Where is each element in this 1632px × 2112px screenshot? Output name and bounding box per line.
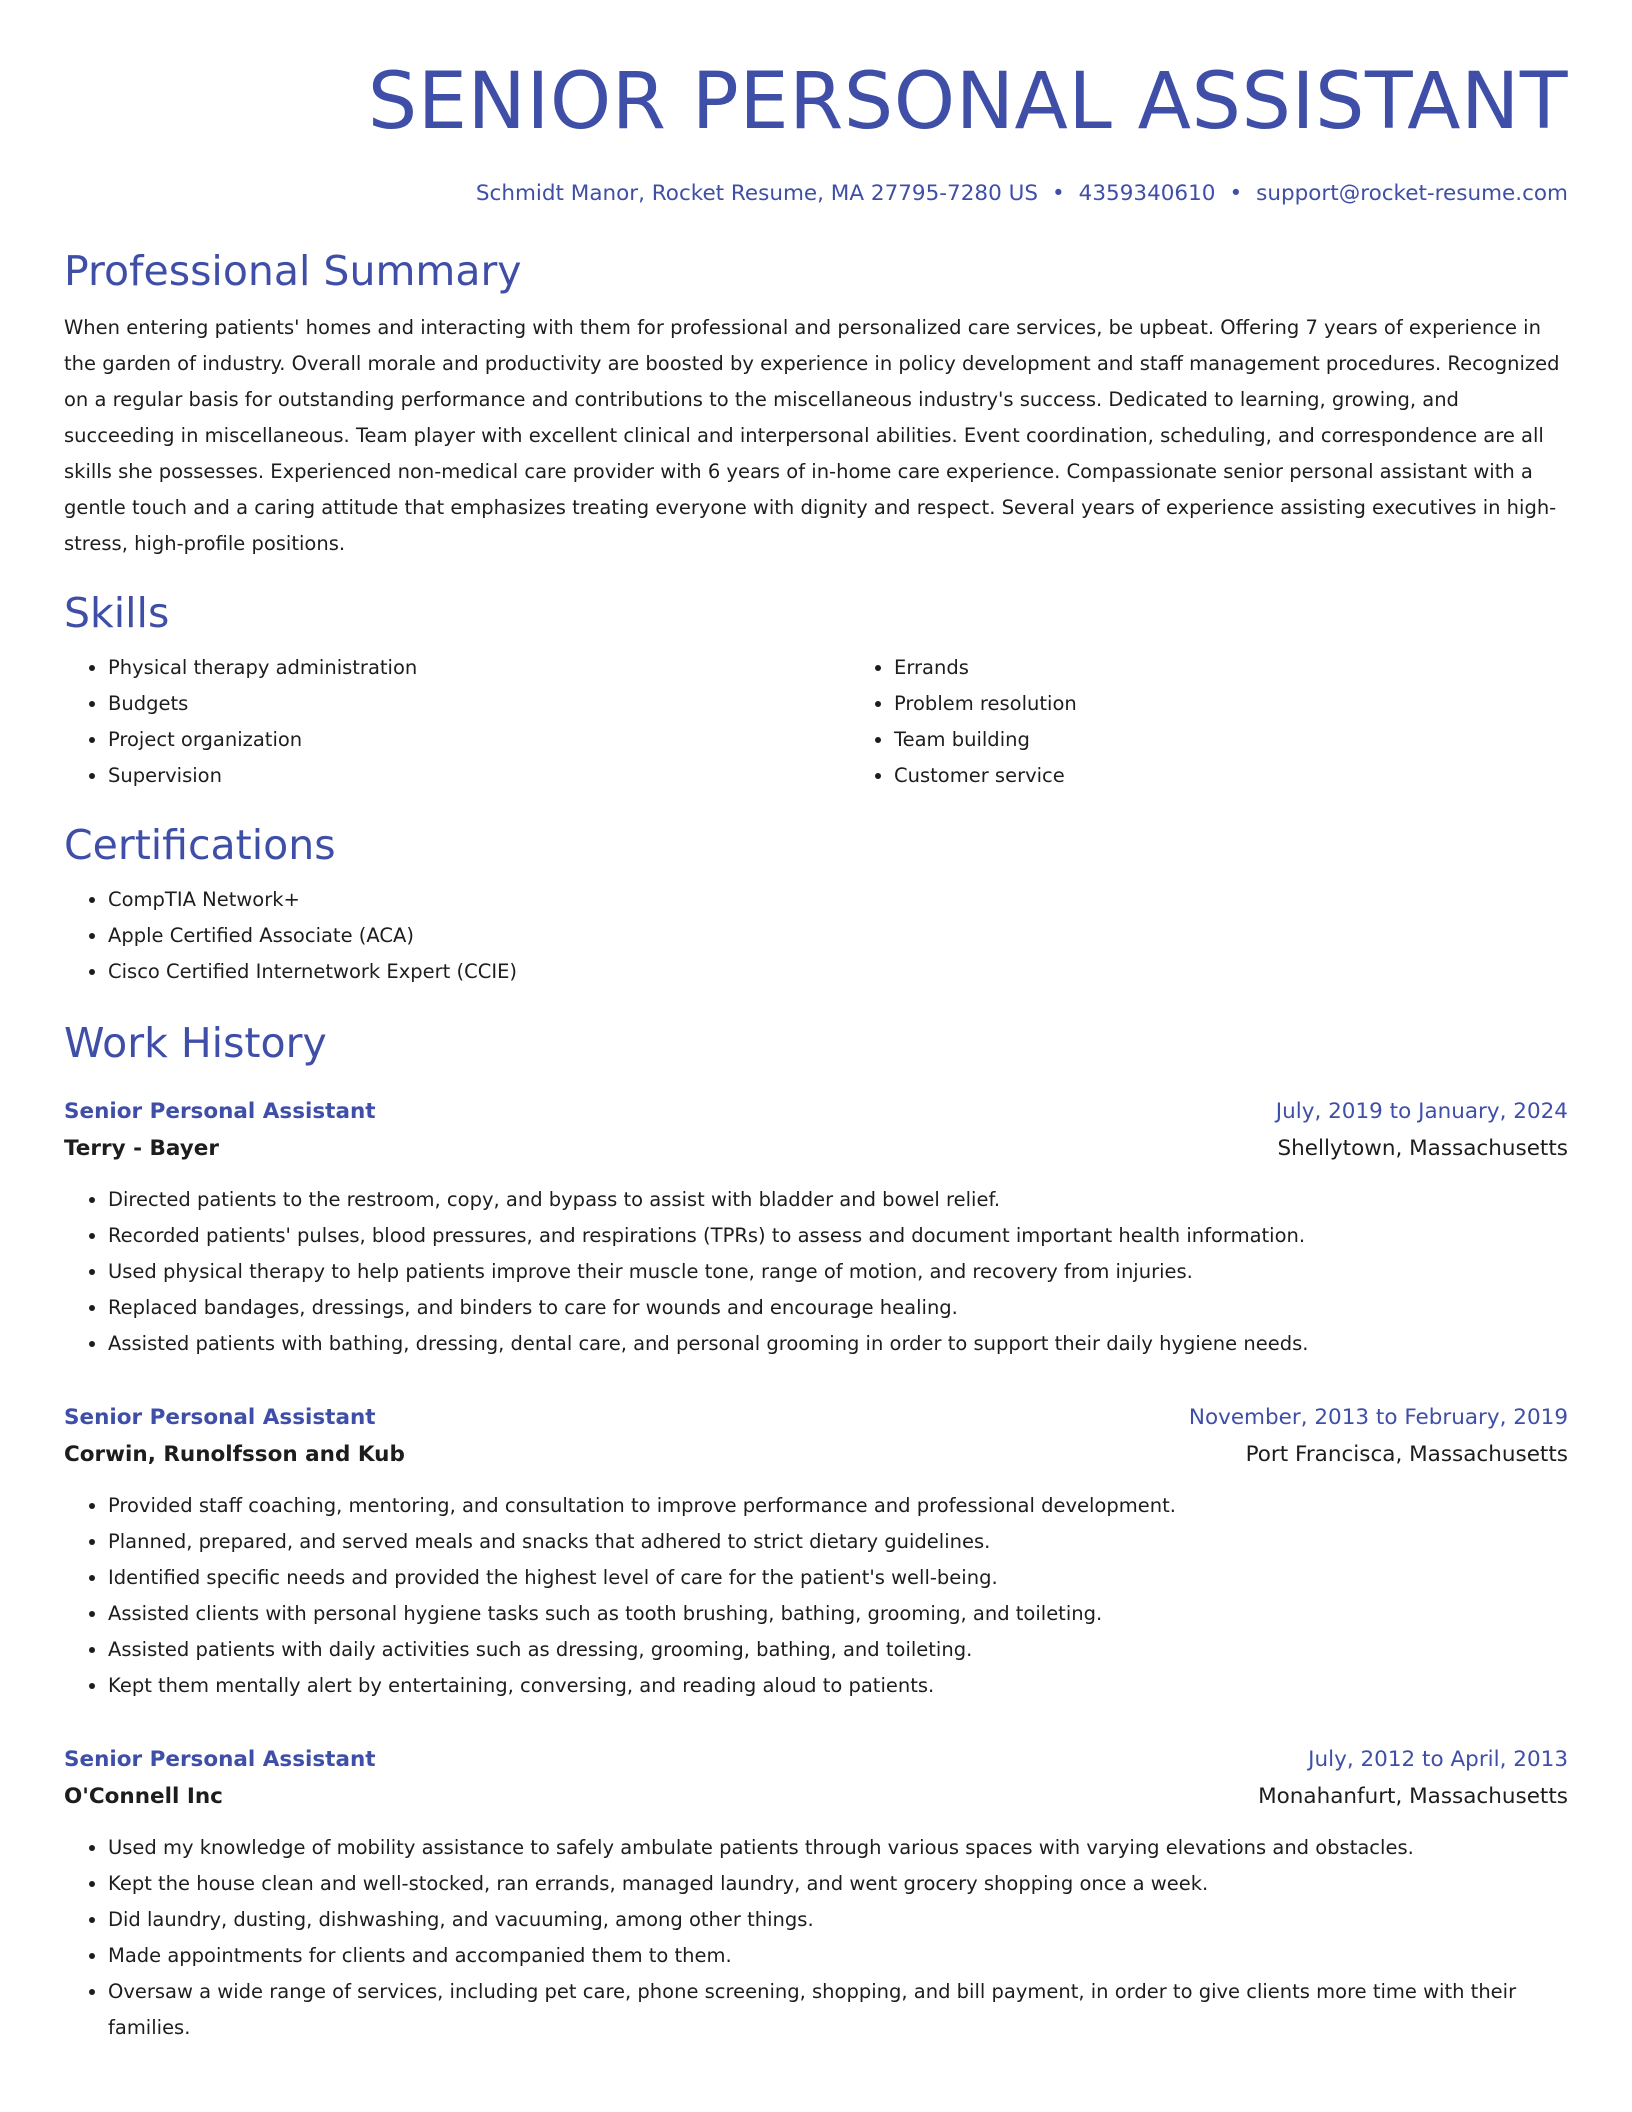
contact-separator: • bbox=[1051, 181, 1065, 206]
summary-heading: Professional Summary bbox=[64, 247, 522, 295]
contact-separator: • bbox=[1229, 181, 1243, 206]
job-dates: July, 2019 to January, 2024 bbox=[1275, 1099, 1568, 1124]
job-bullets bbox=[64, 1488, 1568, 1704]
work-history-heading: Work History bbox=[64, 1019, 327, 1067]
job-dates: November, 2013 to February, 2019 bbox=[1188, 1405, 1568, 1430]
job-bullet: • Recorded patients' pulses, blood pressures, and respirations (TPRs) to assess and document important health information. bbox=[108, 1218, 1568, 1254]
job-dates: July, 2012 to April, 2013 bbox=[1308, 1747, 1568, 1772]
contact-phone: 4359340610 bbox=[1078, 181, 1216, 206]
job-company: Corwin, Runolfsson and Kub bbox=[64, 1442, 405, 1467]
job-bullet: • Kept the house clean and well-stocked, ran errands, managed laundry, and went grocery shopping once a week. bbox=[108, 1866, 1568, 1902]
job-location: Shellytown, Massachusetts bbox=[1277, 1136, 1568, 1161]
certification-item: • Apple Certified Associate (ACA) bbox=[108, 918, 1568, 954]
job-bullet: • Assisted patients with daily activities such as dressing, grooming, bathing, and toileting. bbox=[108, 1632, 1568, 1668]
certifications-heading: Certifications bbox=[64, 821, 336, 869]
job-header-row bbox=[64, 1094, 1568, 1130]
skills-list bbox=[64, 650, 1568, 794]
certification-item: • CompTIA Network+ bbox=[108, 882, 1568, 918]
skill-item: • Customer service bbox=[894, 758, 1632, 794]
job-bullets bbox=[64, 1830, 1568, 2046]
job-title: Senior Personal Assistant bbox=[64, 1747, 376, 1772]
certification-item: • Cisco Certified Internetwork Expert (CCIE) bbox=[108, 954, 1568, 990]
job-bullet: • Provided staff coaching, mentoring, and consultation to improve performance and professional development. bbox=[108, 1488, 1568, 1524]
skill-item: • Supervision bbox=[108, 758, 850, 794]
contact-email[interactable]: support@rocket-resume.com bbox=[1256, 181, 1568, 206]
skills-heading: Skills bbox=[64, 589, 170, 637]
job-title: Senior Personal Assistant bbox=[64, 1405, 376, 1430]
contact-line bbox=[64, 178, 1568, 210]
job-bullet: • Identified specific needs and provided the highest level of care for the patient's well-being. bbox=[108, 1560, 1568, 1596]
contact-address: Schmidt Manor, Rocket Resume, MA 27795-7280 US bbox=[475, 181, 1038, 206]
skill-item: • Errands bbox=[894, 650, 1632, 686]
job-company-row bbox=[64, 1778, 1568, 1816]
job-company-row bbox=[64, 1130, 1568, 1168]
job-bullet: • Oversaw a wide range of services, including pet care, phone screening, shopping, and bill payment, in order to give clients more time with their families. bbox=[108, 1974, 1568, 2046]
job-header-row bbox=[64, 1742, 1568, 1778]
job-company-row bbox=[64, 1436, 1568, 1474]
summary-text: When entering patients' homes and interacting with them for professional and personalized care services, be upbeat. Offering 7 years of experience in the garden of industry. Overall morale and productivity are boosted by experience in policy development and staff management procedures. Recognized on a regular basis for outstanding performance and contributions to the miscellaneous industry's success. Dedicated to learning, growing, and succeeding in miscellaneous. Team player with excellent clinical and interpersonal abilities. Event coordination, scheduling, and correspondence are all skills she possesses. Experienced non-medical care provider with 6 years of in-home care experience. Compassionate senior personal assistant with a gentle touch and a caring attitude that emphasizes treating everyone with dignity and respect. Several years of experience assisting executives in high-stress, high-profile positions. bbox=[64, 316, 1560, 555]
job-bullet: • Used my knowledge of mobility assistance to safely ambulate patients through various spaces with varying elevations and obstacles. bbox=[108, 1830, 1568, 1866]
job-bullet: • Directed patients to the restroom, copy, and bypass to assist with bladder and bowel relief. bbox=[108, 1182, 1568, 1218]
skill-item: • Problem resolution bbox=[894, 686, 1632, 722]
job-header-row bbox=[64, 1400, 1568, 1436]
skills-column-left bbox=[64, 650, 850, 794]
job-bullet: • Planned, prepared, and served meals and snacks that adhered to strict dietary guidelines. bbox=[108, 1524, 1568, 1560]
job-bullet: • Made appointments for clients and accompanied them to them. bbox=[108, 1938, 1568, 1974]
job-company: O'Connell Inc bbox=[64, 1784, 223, 1809]
resume-name: SENIOR PERSONAL ASSISTANT bbox=[367, 57, 1568, 147]
job-bullet: • Assisted clients with personal hygiene tasks such as tooth brushing, bathing, grooming, and toileting. bbox=[108, 1596, 1568, 1632]
skill-item: • Physical therapy administration bbox=[108, 650, 850, 686]
skill-item: • Project organization bbox=[108, 722, 850, 758]
job-entry bbox=[64, 1400, 1568, 1704]
job-location: Monahanfurt, Massachusetts bbox=[1258, 1784, 1568, 1809]
job-bullets bbox=[64, 1182, 1568, 1362]
job-bullet: • Kept them mentally alert by entertaining, conversing, and reading aloud to patients. bbox=[108, 1668, 1568, 1704]
skill-item: • Team building bbox=[894, 722, 1632, 758]
skills-column-right bbox=[850, 650, 1632, 794]
job-entry bbox=[64, 1094, 1568, 1362]
job-entry bbox=[64, 1742, 1568, 2046]
job-bullet: • Assisted patients with bathing, dressing, dental care, and personal grooming in order to support their daily hygiene needs. bbox=[108, 1326, 1568, 1362]
job-title: Senior Personal Assistant bbox=[64, 1099, 376, 1124]
job-company: Terry - Bayer bbox=[64, 1136, 219, 1161]
certifications-list bbox=[64, 882, 1568, 990]
skill-item: • Budgets bbox=[108, 686, 850, 722]
job-bullet: • Did laundry, dusting, dishwashing, and vacuuming, among other things. bbox=[108, 1902, 1568, 1938]
job-bullet: • Used physical therapy to help patients improve their muscle tone, range of motion, and recovery from injuries. bbox=[108, 1254, 1568, 1290]
job-bullet: • Replaced bandages, dressings, and binders to care for wounds and encourage healing. bbox=[108, 1290, 1568, 1326]
job-location: Port Francisca, Massachusetts bbox=[1245, 1442, 1568, 1467]
resume-page bbox=[64, 0, 1568, 2046]
